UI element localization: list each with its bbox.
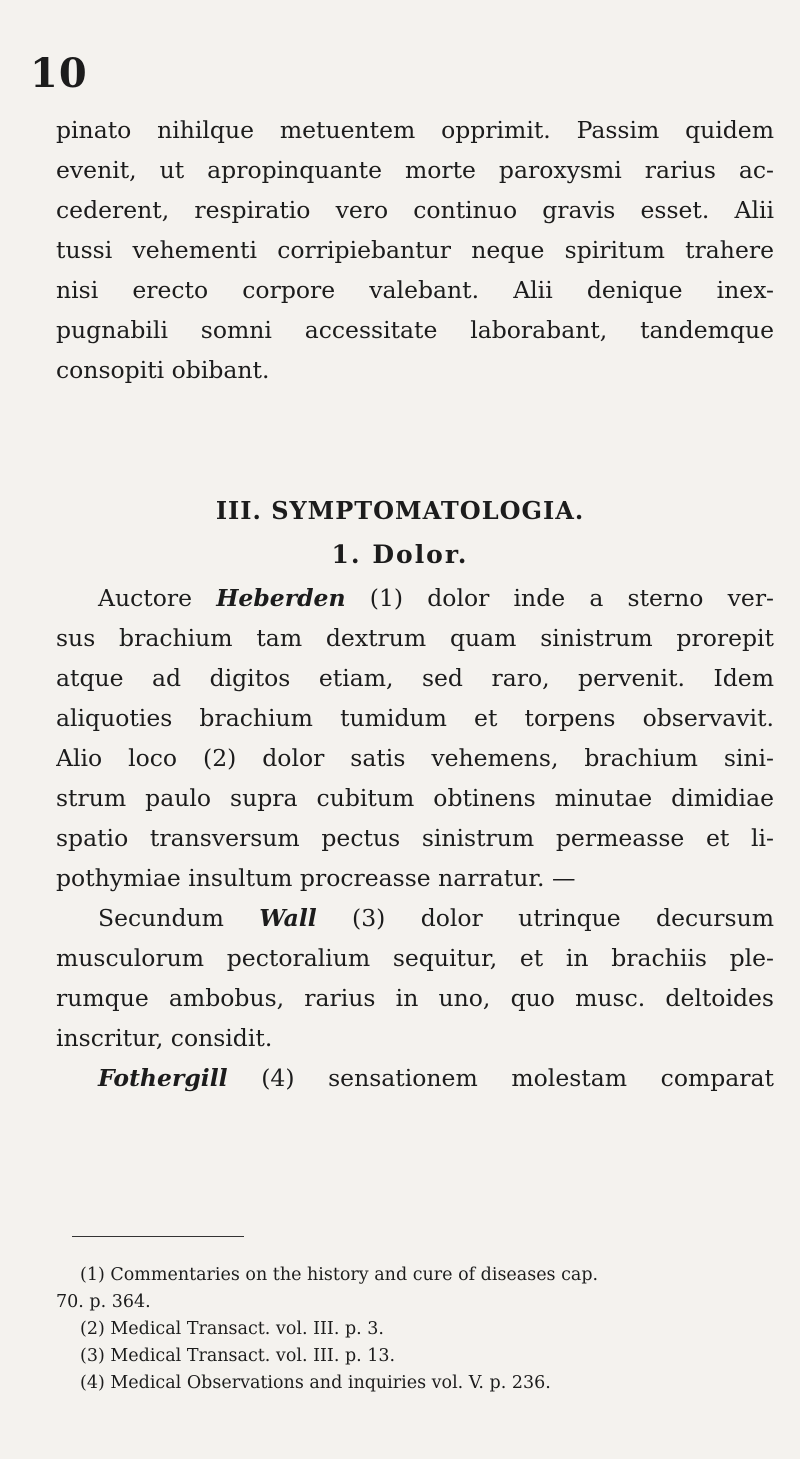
text-line: strum paulo supra cubitum obtinens minutae dimidiae [56, 784, 774, 812]
text-line: pothymiae insultum procreasse narratur. — [56, 864, 576, 892]
body-paragraph [56, 110, 774, 390]
text-line: cederent, respiratio vero continuo gravis esset. Alii [56, 196, 774, 224]
text-line: evenit, ut apropinquante morte paroxysmi rarius ac- [56, 156, 774, 184]
text-line: aliquoties brachium tumidum et torpens observavit. [56, 704, 774, 732]
section-subheading: 1. Dolor. [331, 540, 469, 569]
footnote-continuation: 70. p. 364. [56, 1292, 151, 1312]
footnote: (4) Medical Observations and inquiries vol. V. p. 236. [80, 1373, 551, 1393]
text-line: nisi erecto corpore valebant. Alii denique inex- [56, 276, 774, 304]
author-name: Heberden [216, 584, 346, 612]
text-line: spatio transversum pectus sinistrum permeasse et li- [56, 824, 774, 852]
text-line: pugnabili somni accessitate laborabant, tandemque [56, 316, 774, 344]
author-name: Fothergill [98, 1064, 228, 1092]
text-line: sus brachium tam dextrum quam sinistrum prorepit [56, 624, 774, 652]
footnote-divider [72, 1236, 244, 1237]
text-run: Auctore [98, 584, 217, 612]
text-run: Secundum [98, 904, 260, 932]
text-run: (3) dolor utrinque decursum [316, 904, 774, 932]
text-line [56, 578, 774, 618]
text-line: consopiti obibant. [56, 356, 270, 384]
text-run: (4) sensationem molestam comparat [227, 1064, 774, 1092]
text-line: atque ad digitos etiam, sed raro, pervenit. Idem [56, 664, 774, 692]
text-line: inscritur, considit. [56, 1024, 273, 1052]
text-line: rumque ambobus, rarius in uno, quo musc. deltoides [56, 984, 774, 1012]
text-line [56, 898, 774, 938]
text-line: Alio loco (2) dolor satis vehemens, brachium sini- [56, 744, 774, 772]
text-line [56, 1058, 774, 1098]
author-name: Wall [259, 904, 317, 932]
text-line: pinato nihilque metuentem opprimit. Passim quidem [56, 116, 774, 144]
text-line: tussi vehementi corripiebantur neque spiritum trahere [56, 236, 774, 264]
footnote: (3) Medical Transact. vol. III. p. 13. [80, 1346, 396, 1366]
footnote: (1) Commentaries on the history and cure of diseases cap. [80, 1265, 599, 1285]
section-heading: III. SYMPTOMATOLOGIA. [215, 496, 585, 525]
footnote: (2) Medical Transact. vol. III. p. 3. [80, 1319, 384, 1339]
section-body [56, 578, 774, 1098]
footnotes [56, 1262, 774, 1397]
text-run: (1) dolor inde a sterno ver- [345, 584, 774, 612]
text-line: musculorum pectoralium sequitur, et in brachiis ple- [56, 944, 774, 972]
page-number: 10 [30, 50, 88, 97]
